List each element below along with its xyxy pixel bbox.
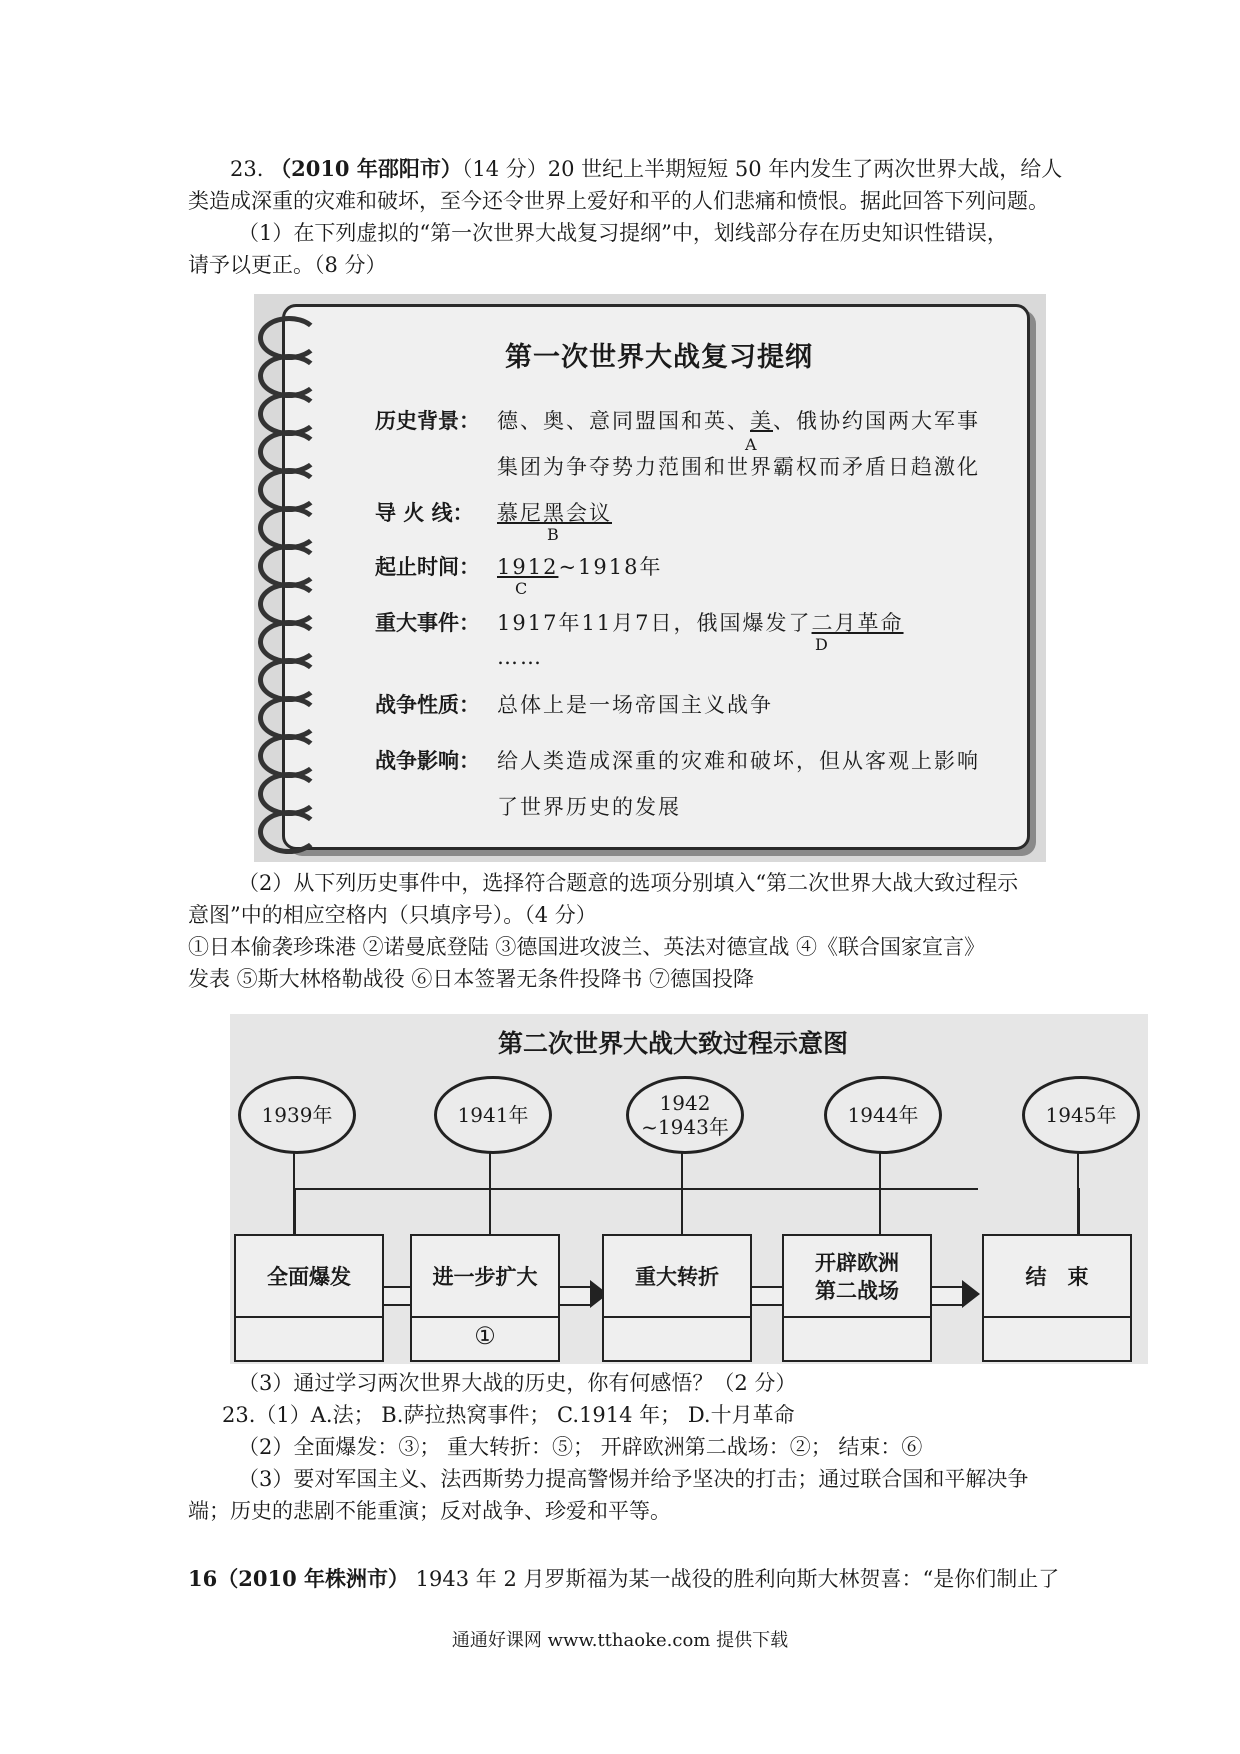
year-ellipse: 1942 ~1943年 — [626, 1076, 744, 1154]
stage-box — [234, 1234, 384, 1362]
stage-box — [982, 1234, 1132, 1362]
page-footer: 通通好课网 www.tthaoke.com 提供下载 — [451, 1630, 789, 1651]
ww1-outline-figure — [254, 294, 1046, 862]
stage-divider — [984, 1316, 1130, 1318]
q23-part2-line2: 意图”中的相应空格内（只填序号）。（4 分） — [188, 903, 597, 927]
stage-box — [782, 1234, 932, 1362]
q23-source: （2010 年邵阳市） — [270, 156, 462, 181]
event-label: 重大事件： — [375, 611, 480, 635]
q23-options-line1: ①日本偷袭珍珠港 ②诺曼底登陆 ③德国进攻波兰、英法对德宣战 ④《联合国家宣言》 — [188, 935, 986, 959]
notebook-page — [282, 304, 1030, 850]
answer-line4: 端；历史的悲剧不能重演；反对战争、珍爱和平等。 — [188, 1499, 671, 1523]
answer-line1: 23.（1）A.法； B.萨拉热窝事件； C.1914 年； D.十月革命 — [222, 1403, 795, 1427]
stage-label: 结 束 — [1025, 1265, 1089, 1289]
nature-text: 总体上是一场帝国主义战争 — [497, 693, 773, 717]
process-arrow — [558, 1286, 592, 1306]
time-text — [497, 551, 663, 581]
stage-label: 重大转折 — [635, 1265, 719, 1289]
spiral-ring — [258, 810, 320, 854]
year-ellipse: 1944年 — [824, 1076, 942, 1154]
arrowhead-icon — [962, 1280, 980, 1308]
time-rest: ~1918年 — [558, 555, 663, 579]
stage-label: 开辟欧洲 第二战场 — [815, 1251, 899, 1303]
error-d-text: 二月革命 — [811, 611, 904, 635]
mark-d: D — [815, 635, 828, 654]
q16-source: （2010 年株洲市） — [217, 1566, 409, 1591]
ww2-process-figure — [230, 1014, 1148, 1364]
q23-line1 — [188, 154, 1063, 184]
process-arrow — [930, 1286, 964, 1306]
background-label: 历史背景： — [375, 409, 480, 433]
stage-answer-slot: ① — [474, 1322, 496, 1350]
impact-label: 战争影响： — [375, 749, 480, 773]
ww1-outline-title: 第一次世界大战复习提纲 — [505, 342, 813, 373]
year-ellipse: 1939年 — [238, 1076, 356, 1154]
stage-divider — [784, 1316, 930, 1318]
q16-line1 — [188, 1564, 1060, 1594]
year-stem — [879, 1151, 881, 1234]
q23-options-line2: 发表 ⑤斯大林格勒战役 ⑥日本签署无条件投降书 ⑦德国投降 — [188, 967, 755, 991]
mark-b: B — [547, 525, 559, 544]
q23-intro: （14 分）20 世纪上半期短短 50 年内发生了两次世界大战，给人 — [461, 157, 1063, 181]
q23-number: 23. — [230, 157, 264, 181]
impact-text-line1: 给人类造成深重的灾难和破坏，但从客观上影响 — [497, 749, 980, 773]
background-text-b: 、俄协约国两大军事 — [773, 409, 980, 433]
year-stem — [1077, 1151, 1079, 1234]
year-ellipse: 1941年 — [434, 1076, 552, 1154]
background-text — [497, 405, 980, 435]
year-stem — [681, 1151, 683, 1234]
q23-line2: 类造成深重的灾难和破坏，至今还令世界上爱好和平的人们悲痛和愤恨。据此回答下列问题。 — [188, 189, 1049, 213]
impact-text-line2: 了世界历史的发展 — [497, 795, 681, 819]
stage-divider — [236, 1316, 382, 1318]
q23-part1-line2: 请予以更正。（8 分） — [188, 253, 387, 277]
event-text — [497, 607, 904, 637]
error-c-text: 1912 — [497, 555, 559, 579]
process-arrow — [750, 1286, 784, 1306]
answer-line3: （3）要对军国主义、法西斯势力提高警惕并给予坚决的打击；通过联合国和平解决争 — [238, 1467, 1029, 1491]
year-ellipse: 1945年 — [1022, 1076, 1140, 1154]
event-text-main: 1917年11月7日，俄国爆发了 — [497, 611, 812, 635]
q16-text: 1943 年 2 月罗斯福为某一战役的胜利向斯大林贺喜：“是你们制止了 — [409, 1567, 1060, 1591]
q23-part2-line1: （2）从下列历史事件中，选择符合题意的选项分别填入“第二次世界大战大致过程示 — [238, 871, 1019, 895]
error-a-text: 美 — [750, 409, 773, 433]
stage-divider — [604, 1316, 750, 1318]
stage-label: 全面爆发 — [267, 1265, 351, 1289]
year-stem — [293, 1151, 295, 1234]
q16-number: 16 — [188, 1566, 218, 1591]
mark-a: A — [745, 435, 757, 454]
q23-part1-line1: （1）在下列虚拟的“第一次世界大战复习提纲”中，划线部分存在历史知识性错误， — [238, 221, 1008, 245]
stage-label: 进一步扩大 — [432, 1265, 538, 1289]
year-stem — [489, 1151, 491, 1234]
nature-label: 战争性质： — [375, 693, 480, 717]
stage-box — [410, 1234, 560, 1362]
stage-divider — [412, 1316, 558, 1318]
background-text-line2: 集团为争夺势力范围和世界霸权而矛盾日趋激化 — [497, 455, 980, 479]
stage-box — [602, 1234, 752, 1362]
time-label: 起止时间： — [375, 555, 480, 579]
answer-line2: （2）全面爆发：③； 重大转折：⑤； 开辟欧洲第二战场：②； 结束：⑥ — [238, 1435, 923, 1459]
mark-c: C — [515, 579, 528, 598]
q23-part3: （3）通过学习两次世界大战的历史，你有何感悟？（2 分） — [238, 1371, 797, 1395]
ww2-process-title: 第二次世界大战大致过程示意图 — [498, 1029, 849, 1058]
timeline-bar — [294, 1188, 978, 1190]
fuse-label: 导 火 线： — [375, 501, 474, 525]
error-b-text: 慕尼黑会议 — [497, 501, 612, 525]
background-text-a: 德、奥、意同盟国和英、 — [497, 409, 750, 433]
event-ellipsis: …… — [497, 645, 543, 669]
